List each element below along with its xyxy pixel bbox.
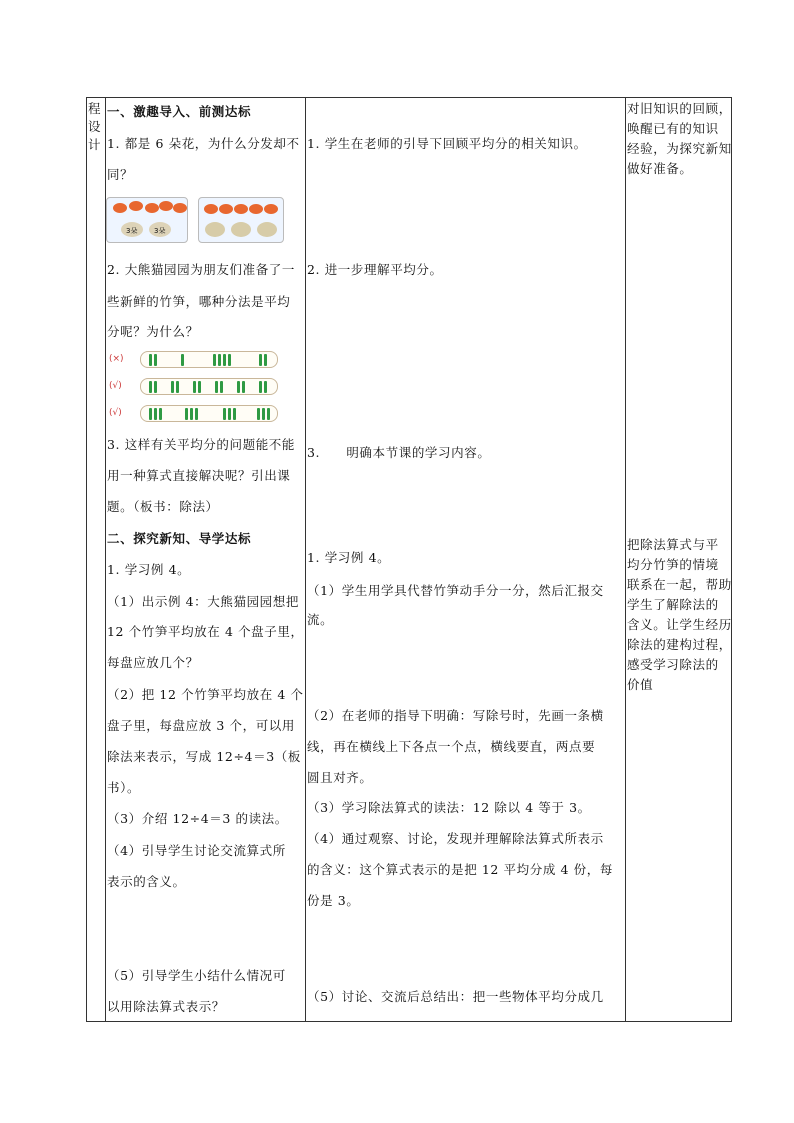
answer-mark: (×) (109, 354, 124, 364)
step-1-line: 12 个竹笋平均放在 4 个盘子里， (107, 624, 304, 639)
student-activity-line: 流。 (307, 612, 334, 627)
answer-mark: (√) (109, 408, 122, 418)
student-activity-line: （5）讨论、交流后总结出：把一些物体平均分成几 (307, 989, 604, 1004)
step-2-line: （2）把 12 个竹笋平均放在 4 个 (107, 687, 304, 702)
row-header-char: 程 (88, 101, 102, 116)
design-intent-line: 含义。让学生经历 (627, 617, 732, 632)
design-intent-line: 除法的建构过程， (627, 637, 732, 652)
design-intent-line: 做好准备。 (627, 161, 693, 176)
design-intent-line: 对旧知识的回顾， (627, 101, 732, 116)
step-4-line: 表示的含义。 (107, 874, 186, 889)
student-activity: 3. 明确本节课的学习内容。 (307, 445, 491, 460)
design-intent-line: 联系在一起，帮助 (627, 577, 732, 592)
student-activity: 1. 学生在老师的引导下回顾平均分的相关知识。 (307, 136, 587, 151)
step-2-line: 除法来表示，写成 12÷4＝3（板 (107, 749, 301, 764)
step-2-line: 书）。 (107, 780, 141, 795)
design-intent-line: 唤醒已有的知识 (627, 121, 719, 136)
question-3-line: 3. 这样有关平均分的问题能不能 (107, 437, 296, 452)
question-3-line: 题。（板书：除法） (107, 499, 219, 514)
step-4-line: （4）引导学生讨论交流算式所 (107, 843, 286, 858)
question-2-line: 些新鲜的竹笋，哪种分法是平均 (107, 294, 291, 309)
design-intent-line: 均分竹笋的情境 (627, 557, 719, 572)
student-activity-line: 圆且对齐。 (307, 770, 373, 785)
flower-picture-even (198, 197, 284, 243)
section-title: 一、激趣导入、前测达标 (107, 104, 252, 119)
student-activity-line: 线，再在横线上下各点一个点，横线要直，两点要 (307, 739, 596, 754)
row-header-char: 设 (88, 119, 102, 134)
answer-mark: (√) (109, 381, 122, 391)
design-intent-line: 学生了解除法的 (627, 597, 719, 612)
student-activity-line: （3）学习除法算式的读法：12 除以 4 等于 3。 (307, 800, 591, 815)
column-divider (625, 98, 626, 1021)
question-2-line: 分呢？为什么？ (107, 324, 199, 339)
step-5-line: （5）引导学生小结什么情况可 (107, 968, 286, 983)
student-activity-line: 份是 3。 (307, 893, 360, 908)
bamboo-row (140, 378, 278, 395)
question-2-line: 2. 大熊猫园园为朋友们准备了一 (107, 262, 296, 277)
flower-picture-uneven (106, 197, 188, 243)
question-3-line: 用一种算式直接解决呢？引出课 (107, 468, 291, 483)
bamboo-row (140, 405, 278, 422)
example-title: 1. 学习例 4。 (107, 562, 191, 577)
design-intent-line: 价值 (627, 677, 654, 692)
question-1-line: 同？ (107, 167, 134, 182)
step-2-line: 盘子里，每盘应放 3 个，可以用 (107, 718, 296, 733)
question-1-line: 1. 都是 6 朵花，为什么分发却不 (107, 136, 300, 151)
student-activity-line: 的含义：这个算式表示的是把 12 平均分成 4 份，每 (307, 862, 613, 877)
step-1-line: 每盘应放几个？ (107, 655, 199, 670)
plate-label: 3朵 (126, 227, 138, 235)
step-1-line: （1）出示例 4：大熊猫园园想把 (107, 594, 299, 609)
step-3: （3）介绍 12÷4＝3 的读法。 (107, 811, 288, 826)
design-intent-line: 经验，为探究新知 (627, 141, 732, 156)
row-header-char: 计 (88, 137, 102, 152)
step-5-line: 以用除法算式表示？ (107, 999, 225, 1014)
plate-label: 3朵 (154, 227, 166, 235)
student-activity-line: （1）学生用学具代替竹笋动手分一分，然后汇报交 (307, 583, 604, 598)
column-divider (305, 98, 306, 1021)
student-activity: 2. 进一步理解平均分。 (307, 262, 443, 277)
section-title: 二、探究新知、导学达标 (107, 531, 252, 546)
student-activity-line: （4）通过观察、讨论，发现并理解除法算式所表示 (307, 831, 604, 846)
bamboo-row (140, 351, 278, 368)
student-activity-title: 1. 学习例 4。 (307, 550, 391, 565)
student-activity-line: （2）在老师的指导下明确：写除号时，先画一条横 (307, 708, 604, 723)
design-intent-line: 感受学习除法的 (627, 657, 719, 672)
design-intent-line: 把除法算式与平 (627, 537, 719, 552)
